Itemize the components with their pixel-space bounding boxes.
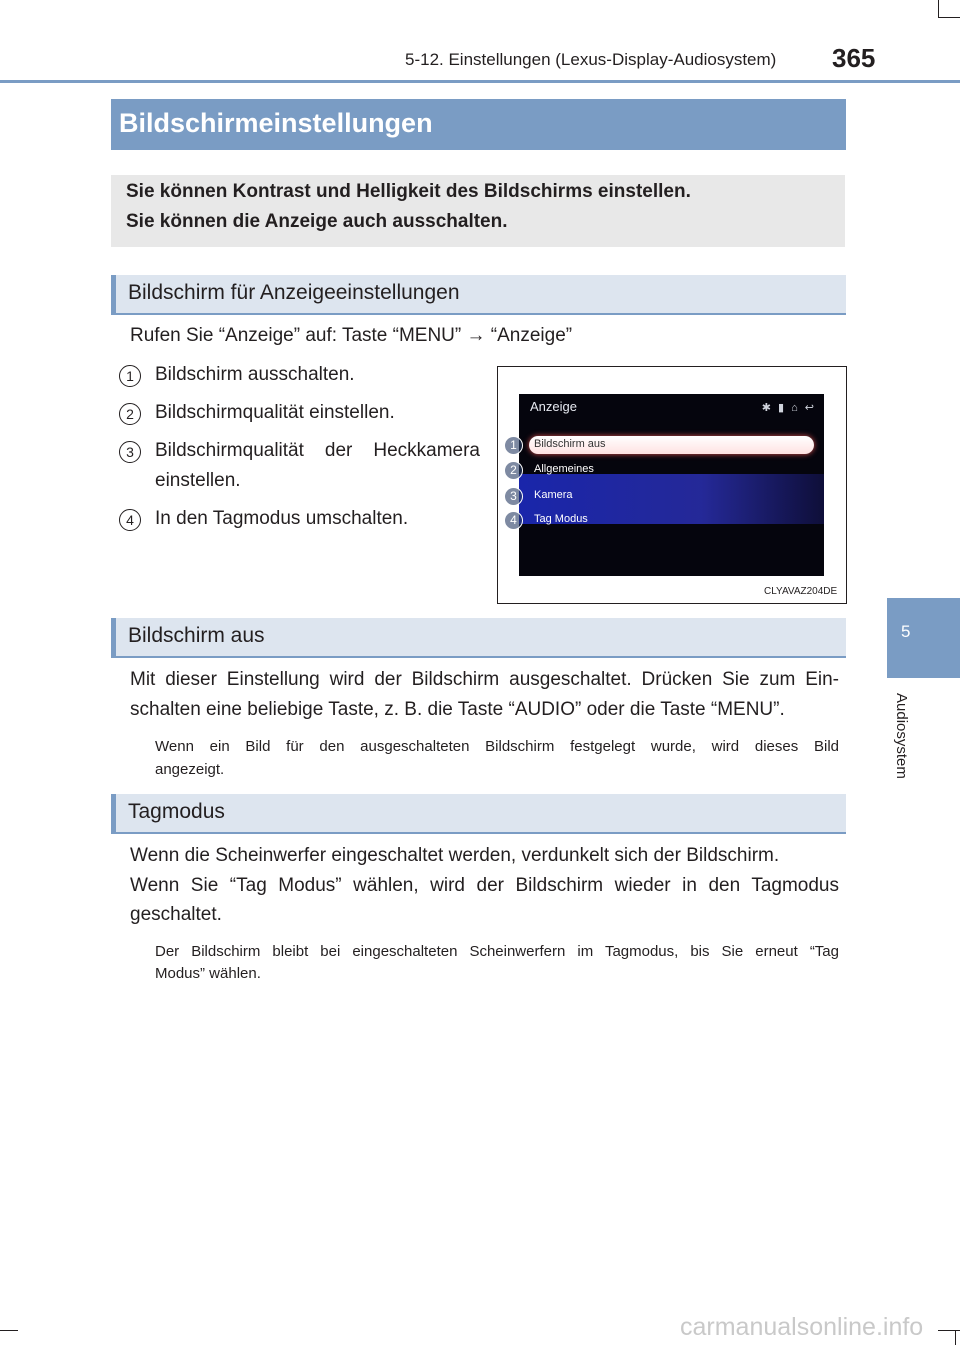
- watermark: carmanualsonline.info: [680, 1313, 924, 1341]
- item-number-badge: 1: [119, 365, 141, 387]
- page-number: 365: [832, 43, 876, 73]
- page-title: Bildschirmeinstellungen: [119, 108, 433, 138]
- paragraph: geschaltet.: [130, 904, 222, 925]
- item-number-badge: 3: [119, 441, 141, 463]
- section-heading: [111, 275, 846, 315]
- paragraph: schalten eine beliebige Taste, z. B. die Taste “AUDIO” oder die Taste “MENU”.: [130, 699, 785, 720]
- screen-menu-label: Kamera: [534, 489, 573, 501]
- section-heading: [111, 618, 846, 658]
- section-heading-text: Bildschirm aus: [128, 624, 265, 647]
- page-title-bar: [111, 99, 846, 150]
- paragraph: Wenn die Scheinwerfer eingeschaltet werden, verdunkelt sich der Bildschirm.: [130, 845, 780, 866]
- chapter-tab-label: Audiosystem: [893, 693, 910, 779]
- paragraph: Mit dieser Einstellung wird der Bildschirm ausgeschaltet. Drücken Sie zum Ein-: [130, 669, 839, 690]
- screen-menu-item[interactable]: [529, 511, 814, 529]
- screen-menu-label: Tag Modus: [534, 513, 588, 525]
- figure-callout-badge: 1: [504, 436, 523, 455]
- figure-callout-badge: 3: [504, 487, 523, 506]
- screen-title: Anzeige: [530, 399, 577, 414]
- screen-menu-label: Bildschirm aus: [534, 438, 606, 450]
- paragraph: Wenn Sie “Tag Modus” wählen, wird der Bildschirm wieder in den Tagmodus: [130, 875, 839, 896]
- list-item: In den Tagmodus umschalten.: [155, 508, 409, 529]
- item-number-badge: 4: [119, 509, 141, 531]
- intro-line: Sie können Kontrast und Helligkeit des Bildschirms einstellen.: [126, 181, 691, 202]
- section-heading-text: Tagmodus: [128, 800, 225, 823]
- list-item: Bildschirm ausschalten.: [155, 364, 355, 385]
- screen-menu-item[interactable]: [529, 461, 814, 479]
- note-text: Der Bildschirm bleibt bei eingeschalteten Scheinwerfern im Tagmodus, bis Sie erneut “Tag: [155, 943, 839, 960]
- screen-figure: [497, 366, 847, 604]
- crop-mark: [938, 0, 939, 18]
- intro-box: [111, 175, 845, 247]
- chapter-tab: [887, 598, 960, 678]
- crop-mark: [0, 1330, 18, 1331]
- list-item-continued: einstellen.: [155, 470, 241, 491]
- note-text: angezeigt.: [155, 761, 225, 778]
- crop-mark: [955, 1330, 956, 1345]
- header-rule: [0, 80, 960, 83]
- screen-menu-label: Allgemeines: [534, 463, 594, 475]
- display-screen: [519, 394, 824, 576]
- call-instruction: Rufen Sie “Anzeige” auf: Taste “MENU” → “Anzeige”: [130, 325, 573, 346]
- section-heading: [111, 794, 846, 834]
- figure-callout-badge: 2: [504, 461, 523, 480]
- chapter-header: 5-12. Einstellungen (Lexus-Display-Audiosystem): [405, 50, 777, 69]
- note-text: Wenn ein Bild für den ausgeschalteten Bildschirm festgelegt wurde, wird dieses Bild: [155, 738, 839, 755]
- intro-line: Sie können die Anzeige auch ausschalten.: [126, 211, 508, 232]
- screen-menu-item[interactable]: [529, 487, 814, 505]
- figure-code: CLYAVAZ204DE: [764, 586, 838, 597]
- section-heading-text: Bildschirm für Anzeigeeinstellungen: [128, 281, 460, 304]
- figure-callout-badge: 4: [504, 511, 523, 530]
- list-item: Bildschirmqualität der Heckkamera: [155, 440, 480, 461]
- status-icons: ✱ ▮ ⌂ ↩: [761, 402, 816, 414]
- chapter-tab-number: 5: [901, 622, 911, 641]
- crop-mark: [938, 1330, 960, 1331]
- list-item: Bildschirmqualität einstellen.: [155, 402, 395, 423]
- note-text: Modus” wählen.: [155, 965, 261, 982]
- crop-mark: [938, 17, 960, 18]
- screen-menu-item[interactable]: [529, 436, 814, 454]
- item-number-badge: 2: [119, 403, 141, 425]
